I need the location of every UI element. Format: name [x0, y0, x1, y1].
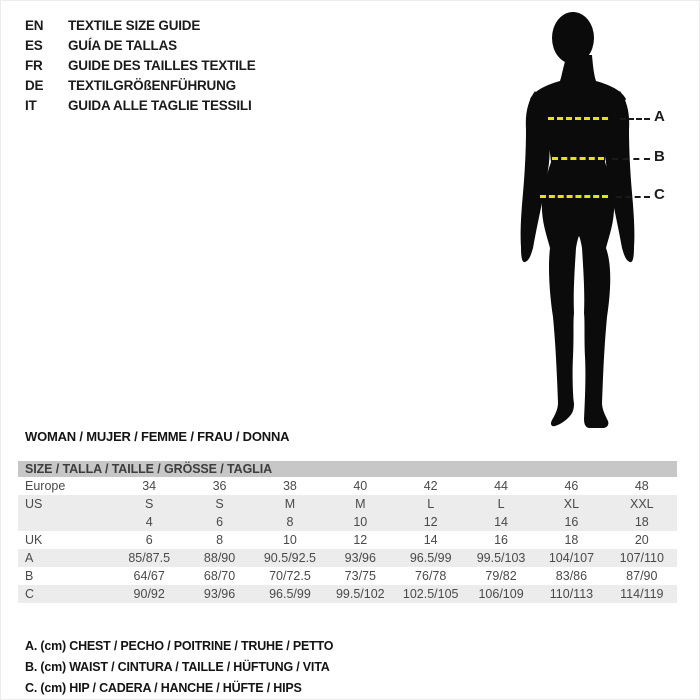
size-cell: 104/107 — [548, 551, 595, 565]
size-cell: M — [284, 497, 296, 511]
size-cell: 96.5/99 — [409, 551, 452, 565]
language-code: DE — [25, 78, 44, 93]
table-row-us — [18, 495, 677, 513]
size-cell: 8 — [286, 515, 294, 529]
section-title-woman: WOMAN / MUJER / FEMME / FRAU / DONNA — [25, 429, 290, 444]
language-code: ES — [25, 38, 43, 53]
measure-label-c: C — [654, 186, 665, 203]
size-cell: 36 — [212, 479, 227, 493]
size-cell: 8 — [216, 533, 224, 547]
size-cell: S — [215, 497, 224, 511]
language-row-fr — [25, 56, 256, 76]
measure-line-yellow-b — [552, 157, 604, 160]
size-cell: 12 — [423, 515, 438, 529]
size-cell: 16 — [494, 533, 509, 547]
size-cell: 93/96 — [344, 551, 376, 565]
language-row-es — [25, 36, 256, 56]
size-cell: 14 — [423, 533, 438, 547]
size-cell: XXL — [629, 497, 654, 511]
language-row-en — [25, 16, 256, 36]
size-cell: 87/90 — [626, 569, 658, 583]
language-guide-title: TEXTILGRÖßENFÜHRUNG — [68, 78, 236, 93]
size-cell: L — [497, 497, 505, 511]
legend-line-b: B. (cm) WAIST / CINTURA / TAILLE / HÜFTUNG / VITA — [25, 660, 330, 674]
woman-silhouette — [455, 5, 675, 430]
size-cell: 93/96 — [203, 587, 236, 601]
language-title-list — [25, 16, 256, 116]
size-cell: 18 — [564, 533, 579, 547]
table-row-europe — [18, 477, 677, 495]
size-cell: 12 — [353, 533, 368, 547]
legend-line-a: A. (cm) CHEST / PECHO / POITRINE / TRUHE / PETTO — [25, 639, 334, 653]
size-table-body — [18, 477, 677, 603]
language-row-de — [25, 76, 256, 96]
measurement-legend — [25, 636, 333, 699]
table-row-uk — [18, 531, 677, 549]
size-cell: 10 — [353, 515, 368, 529]
pointer-line-c — [616, 196, 650, 198]
size-cell: 44 — [494, 479, 509, 493]
legend-line-c: C. (cm) HIP / CADERA / HANCHE / HÜFTE / HIPS — [25, 681, 302, 695]
size-cell: 16 — [564, 515, 579, 529]
measure-line-yellow-a — [548, 117, 608, 120]
size-cell: 99.5/102 — [335, 587, 385, 601]
size-cell: 46 — [564, 479, 579, 493]
size-cell: XL — [563, 497, 580, 511]
pointer-line-a — [620, 118, 650, 120]
language-guide-title: GUÍA DE TALLAS — [68, 38, 177, 53]
size-cell: 106/109 — [478, 587, 524, 601]
size-cell: 73/75 — [344, 569, 376, 583]
language-row-it — [25, 96, 256, 116]
row-label — [18, 513, 114, 531]
size-cell: 79/82 — [485, 569, 517, 583]
size-cell: 38 — [282, 479, 297, 493]
size-cell: 64/67 — [133, 569, 165, 583]
row-label: B — [25, 569, 34, 583]
size-cell: 34 — [142, 479, 157, 493]
pointer-line-b — [612, 158, 650, 160]
language-guide-title: GUIDA ALLE TAGLIE TESSILI — [68, 98, 252, 113]
size-cell: 114/119 — [620, 587, 664, 601]
size-table-header: SIZE / TALLA / TAILLE / GRÖSSE / TAGLIA — [18, 461, 677, 477]
size-cell: 102.5/105 — [402, 587, 459, 601]
row-label: C — [25, 587, 35, 601]
row-label: UK — [25, 533, 43, 547]
table-row-us-numeric — [18, 513, 677, 531]
row-label: A — [25, 551, 34, 565]
size-cell: 40 — [353, 479, 368, 493]
size-cell: 88/90 — [203, 551, 236, 565]
size-cell: 42 — [423, 479, 438, 493]
size-table — [18, 461, 677, 603]
size-cell: 90/92 — [133, 587, 165, 601]
size-cell: 90.5/92.5 — [263, 551, 316, 565]
table-row-b — [18, 567, 677, 585]
language-guide-title: GUIDE DES TAILLES TEXTILE — [68, 58, 256, 73]
size-cell: 18 — [634, 515, 649, 529]
language-code: FR — [25, 58, 43, 73]
size-cell: 76/78 — [415, 569, 447, 583]
size-cell: L — [427, 497, 435, 511]
size-cell: 110/113 — [549, 587, 594, 601]
size-cell: 14 — [494, 515, 509, 529]
row-label: Europe — [25, 479, 66, 493]
silhouette-right-arm — [605, 91, 634, 262]
size-cell: 70/72.5 — [269, 569, 311, 583]
size-cell: M — [355, 497, 366, 511]
size-cell: 107/110 — [619, 551, 664, 565]
size-cell: 85/87.5 — [128, 551, 171, 565]
size-cell: 83/86 — [555, 569, 588, 583]
language-code: IT — [25, 98, 37, 113]
silhouette-left-arm — [521, 91, 550, 262]
size-cell: 10 — [282, 533, 297, 547]
language-guide-title: TEXTILE SIZE GUIDE — [68, 18, 201, 33]
table-row-c — [18, 585, 677, 603]
size-cell: 48 — [634, 479, 649, 493]
row-label: US — [25, 497, 43, 511]
size-cell: S — [145, 497, 154, 511]
size-cell: 20 — [634, 533, 649, 547]
size-cell: 99.5/103 — [476, 551, 526, 565]
language-code: EN — [25, 18, 44, 33]
measure-label-a: A — [654, 108, 665, 125]
size-cell: 4 — [145, 515, 153, 529]
measure-line-yellow-c — [540, 195, 608, 198]
size-cell: 68/70 — [203, 569, 236, 583]
size-cell: 96.5/99 — [269, 587, 311, 601]
measure-label-b: B — [654, 148, 665, 165]
size-cell: 6 — [145, 533, 153, 547]
table-row-a — [18, 549, 677, 567]
size-cell: 6 — [216, 515, 224, 529]
